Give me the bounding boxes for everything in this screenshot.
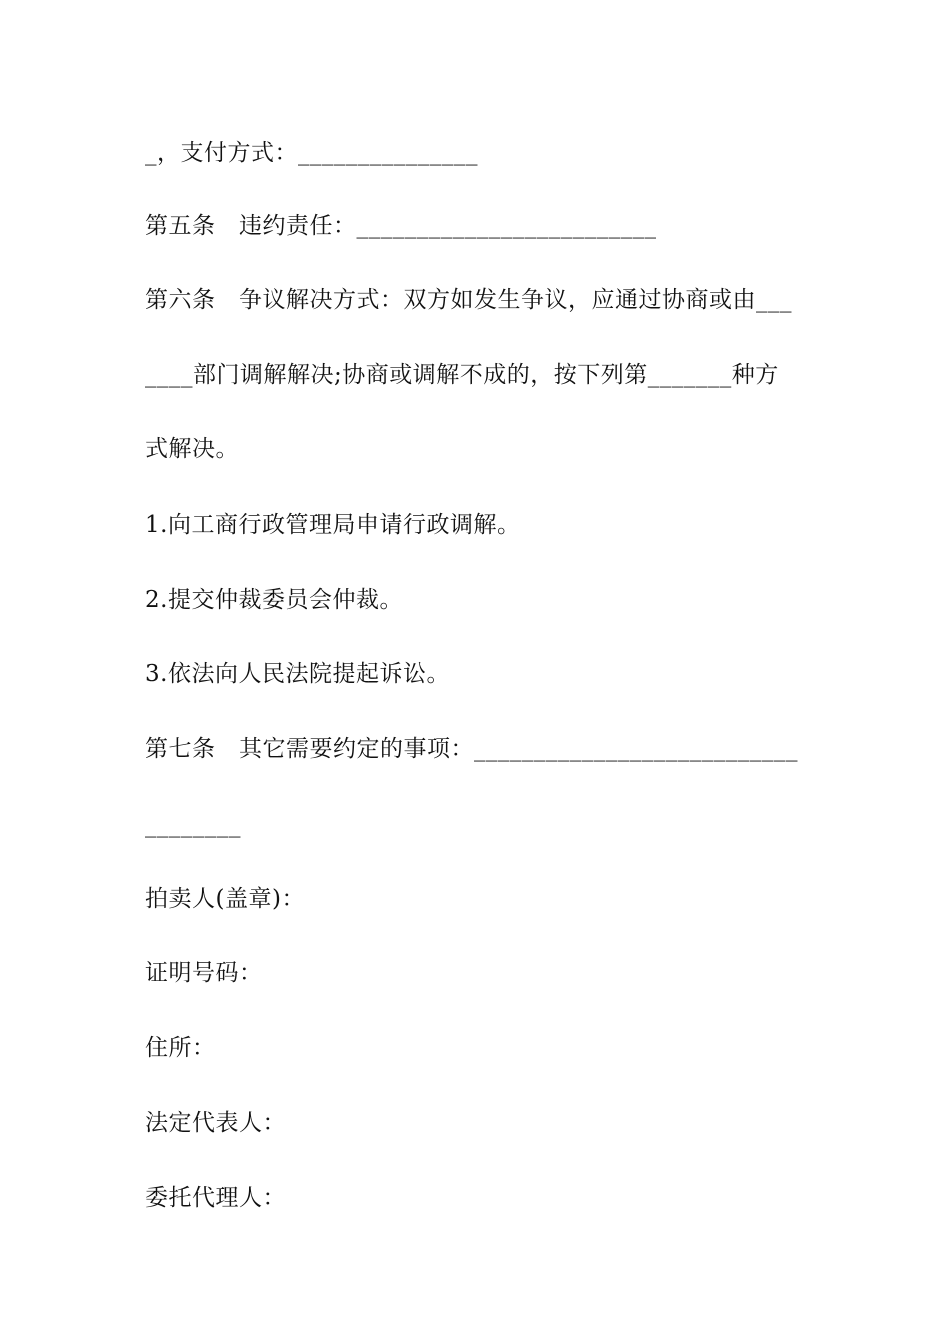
auctioneer-seal-label: 拍卖人(盖章)：: [145, 886, 305, 912]
article-7-other-matters: 第七条 其它需要约定的事项：___________________________: [145, 736, 798, 762]
article-7-blank-continued: ________: [145, 812, 241, 838]
certificate-number-label: 证明号码：: [145, 960, 263, 986]
article-6-dispute-resolution: 第六条 争议解决方式：双方如发生争议，应通过协商或由___: [145, 287, 792, 313]
article-5-liability: 第五条 违约责任：_________________________: [145, 213, 657, 239]
option-3: 3.依法向人民法院提起诉讼。: [145, 661, 450, 687]
option-1: 1.向工商行政管理局申请行政调解。: [145, 512, 521, 538]
payment-method-line: _，支付方式：_______________: [145, 140, 478, 166]
legal-representative-label: 法定代表人：: [145, 1110, 286, 1136]
article-6-continued: ____部门调解解决;协商或调解不成的，按下列第_______种方: [145, 362, 779, 388]
authorized-agent-label: 委托代理人：: [145, 1185, 286, 1211]
article-6-ending: 式解决。: [145, 436, 239, 462]
address-label: 住所：: [145, 1035, 216, 1061]
option-2: 2.提交仲裁委员会仲裁。: [145, 587, 403, 613]
